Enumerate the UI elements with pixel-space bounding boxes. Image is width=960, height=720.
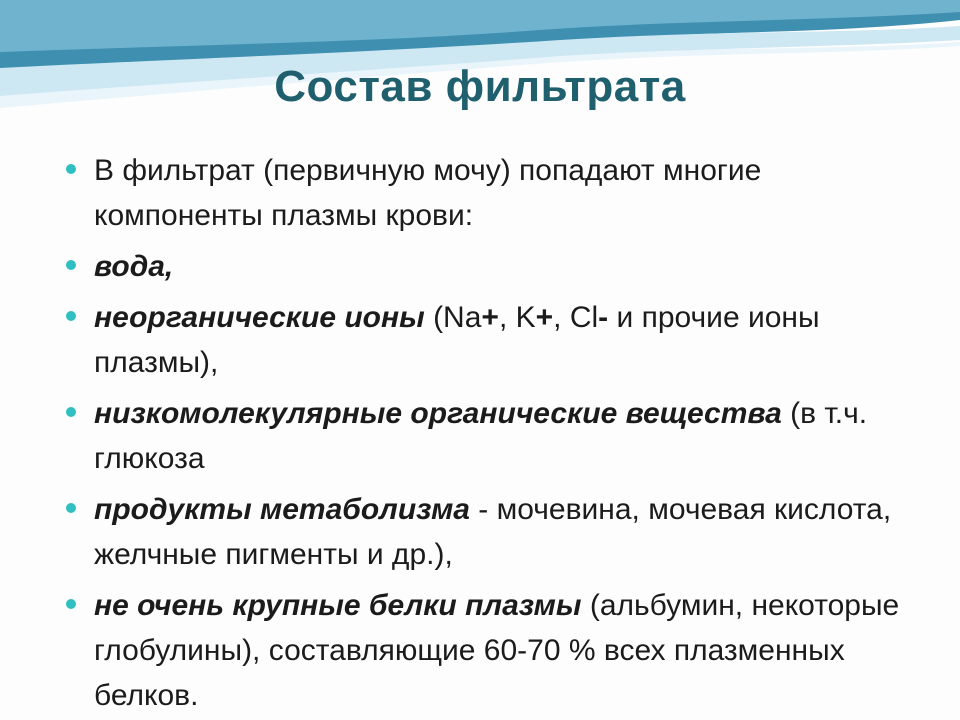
bullet-text: (в т.ч. глюкоза [94,397,868,475]
bullet-dot-icon [66,311,76,321]
bullet-emphasis: неорганические ионы [94,301,425,334]
bullet-emphasis: вода, [94,250,174,283]
bullet-dot-icon [66,260,76,270]
list-item [62,295,922,385]
list-item [62,148,922,238]
bullet-emphasis: не очень крупные белки плазмы [94,589,582,622]
bullet-text: и прочие ионы плазмы), [94,301,820,379]
bullet-dot-icon [66,599,76,609]
bullet-emphasis: продукты метаболизма [94,493,470,526]
bullet-text: (альбумин, некоторые глобулины), составляющие 60-70 % всех плазменных белков. [94,589,900,712]
bullet-text: , Cl [553,301,599,334]
slide-title: Состав фильтрата [274,62,686,111]
ion-charge: + [481,301,499,334]
ion-charge: + [535,301,554,334]
bullet-dot-icon [66,407,76,417]
list-item [62,391,922,481]
bullet-dot-icon [66,164,76,174]
list-item [62,583,922,718]
bullet-list [62,148,922,720]
bullet-dot-icon [66,503,76,513]
ion-charge: - [598,301,609,334]
bullet-text: В фильтрат (первичную мочу) попадают многие компоненты плазмы крови: [94,154,762,232]
list-item [62,487,922,577]
list-item [62,244,922,289]
bullet-emphasis: низкомолекулярные органические вещества [94,397,782,430]
bullet-text: (Na [424,301,482,334]
bullet-text: , K [498,301,536,334]
bullet-text: - мочевина, мочевая кислота, желчные пигменты и др.), [94,493,892,571]
